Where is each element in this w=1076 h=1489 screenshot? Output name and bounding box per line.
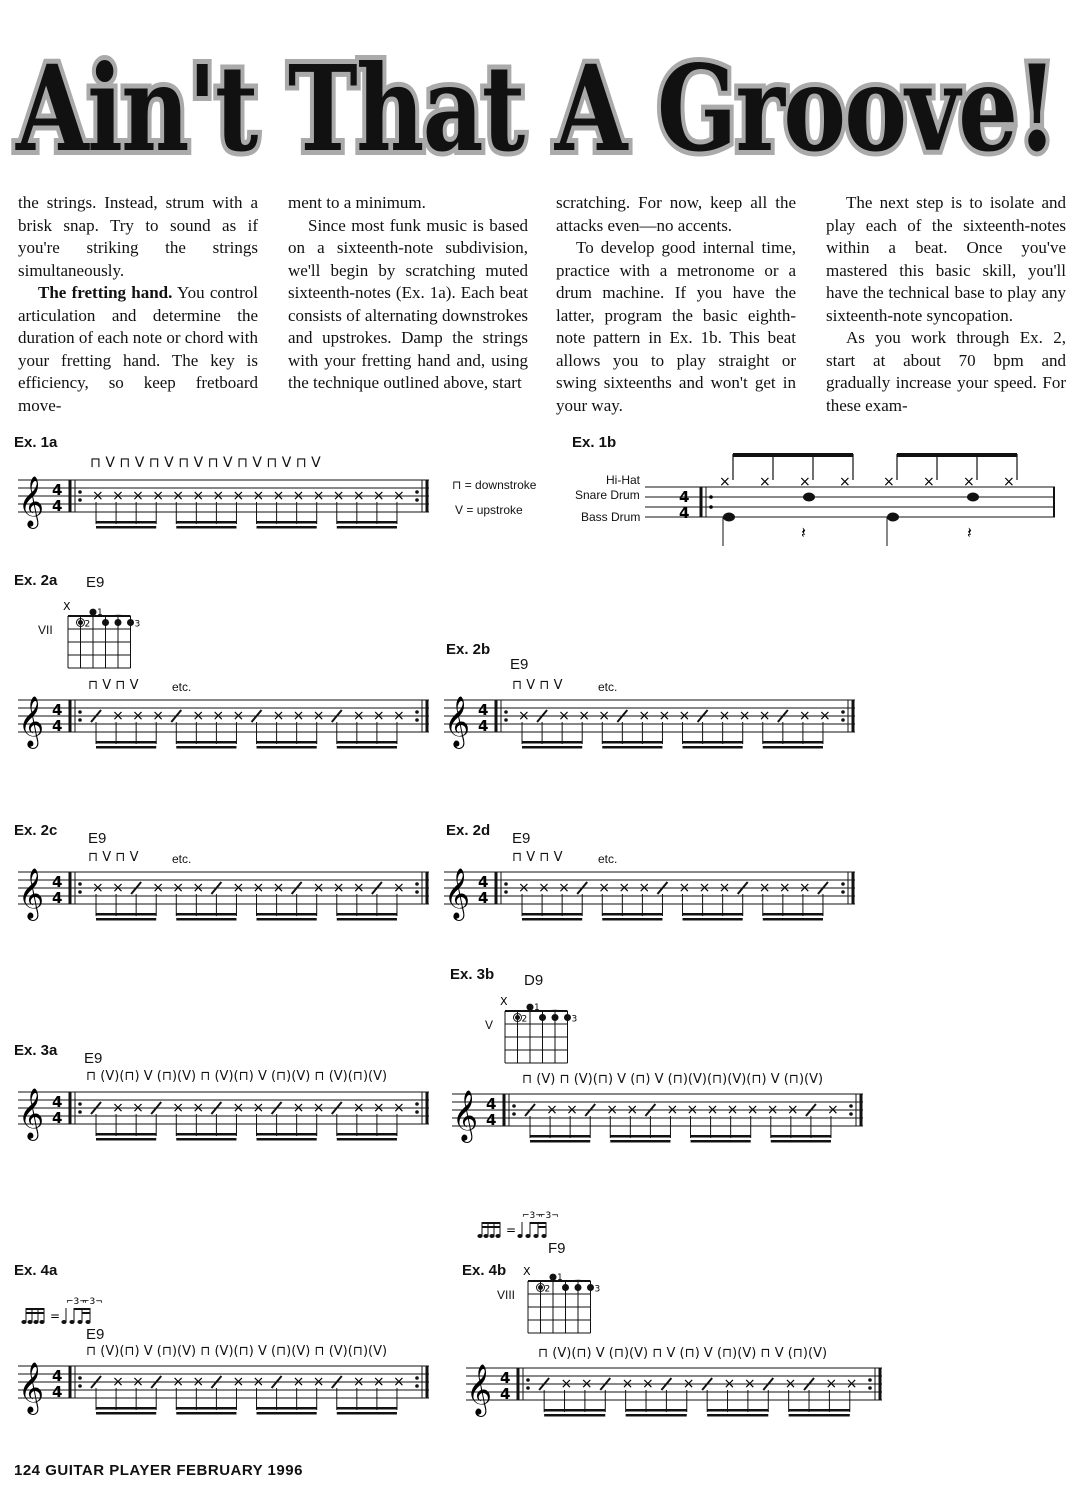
muted-note: × bbox=[352, 880, 365, 896]
svg-text:⌐3¬: ⌐3¬ bbox=[522, 1211, 543, 1221]
muted-note: × bbox=[352, 1374, 365, 1390]
svg-text:2: 2 bbox=[544, 1284, 551, 1295]
muted-note: × bbox=[621, 1376, 634, 1392]
muted-note: × bbox=[352, 708, 365, 724]
svg-text:⌐3¬: ⌐3¬ bbox=[66, 1297, 87, 1307]
etc-label: etc. bbox=[598, 680, 618, 694]
example-label: Ex. 1b bbox=[572, 434, 617, 451]
treble-clef-icon: 𝄞 bbox=[18, 1362, 45, 1413]
svg-text:𝄽: 𝄽 bbox=[967, 523, 972, 542]
muted-note: × bbox=[172, 880, 185, 896]
muted-note: × bbox=[706, 1102, 719, 1118]
muted-note: × bbox=[658, 708, 671, 724]
muted-note: × bbox=[152, 880, 164, 896]
paragraph: the strings. Instead, strum with a brisk snap. Try to sound as if you're striking the strings simultaneously. bbox=[18, 193, 258, 280]
muted-note: × bbox=[746, 1102, 759, 1118]
svg-text:4: 4 bbox=[52, 1367, 63, 1385]
stroke-marks: ⊓ V ⊓ V bbox=[512, 678, 563, 693]
muted-note: × bbox=[332, 880, 345, 896]
stroke-marks: ⊓ (V)(⊓) V (⊓)(V) ⊓ V (⊓) V (⊓)(V) ⊓ V (⊓)(V) bbox=[538, 1346, 828, 1361]
muted-note: × bbox=[192, 708, 205, 724]
example-label: Ex. 2a bbox=[14, 572, 58, 589]
muted-note: × bbox=[312, 880, 325, 896]
swing-notation bbox=[22, 1292, 122, 1328]
example-label: Ex. 4a bbox=[14, 1262, 58, 1279]
text-column-1 bbox=[18, 192, 258, 417]
staff bbox=[18, 866, 433, 926]
muted-note: × bbox=[112, 708, 124, 724]
svg-text:2: 2 bbox=[521, 1014, 528, 1025]
muted-note: × bbox=[192, 1374, 205, 1390]
svg-text:×: × bbox=[719, 474, 731, 490]
muted-note: × bbox=[638, 708, 651, 724]
paragraph: Since most funk music is based on a sixteenth-note subdivision, we'll begin by scratching muted sixteenth-notes (Ex. 1a). Each beat consists of alternating downstrokes and upstrokes. Damp the strings with your fretting hand and, using the technique outlined above, start bbox=[288, 215, 528, 392]
muted-note: × bbox=[92, 488, 104, 504]
page-title bbox=[6, 0, 1066, 190]
muted-note: × bbox=[112, 880, 124, 896]
muted-note: × bbox=[192, 1100, 205, 1116]
paragraph: scratching. For now, keep all the attacks even—no accents. bbox=[556, 193, 796, 235]
muted-note: × bbox=[312, 1374, 325, 1390]
svg-text:4: 4 bbox=[478, 889, 489, 907]
svg-text:4: 4 bbox=[478, 701, 489, 719]
drum-label: Bass Drum bbox=[581, 510, 641, 524]
muted-note: × bbox=[798, 880, 811, 896]
muted-note: × bbox=[726, 1102, 739, 1118]
paragraph: ment to a minimum. bbox=[288, 193, 426, 212]
muted-note: × bbox=[798, 708, 811, 724]
staff bbox=[18, 1360, 433, 1420]
text-column-3 bbox=[556, 192, 796, 417]
legend-upstroke: V = upstroke bbox=[455, 503, 523, 517]
muted-note: × bbox=[312, 1100, 325, 1116]
chord-diagram bbox=[60, 598, 150, 678]
svg-text:1: 1 bbox=[534, 1003, 540, 1014]
muted-note: × bbox=[292, 708, 305, 724]
muted-note: × bbox=[132, 708, 144, 724]
staff bbox=[18, 474, 433, 534]
muted-note: × bbox=[312, 708, 325, 724]
treble-clef-icon: 𝄞 bbox=[18, 1088, 45, 1139]
drum-label: Hi-Hat bbox=[606, 473, 641, 487]
muted-note: × bbox=[372, 1100, 385, 1116]
muted-note: × bbox=[618, 880, 631, 896]
svg-text:=: = bbox=[50, 1309, 61, 1323]
chord-name: E9 bbox=[86, 574, 105, 591]
muted-note: × bbox=[272, 708, 285, 724]
snare-note bbox=[803, 493, 815, 502]
muted-note: × bbox=[686, 1102, 699, 1118]
muted-note: × bbox=[332, 488, 345, 504]
paragraph-text: You control articulation and determine the duration of each note or chord with your fretting hand. The key is efficiency, so keep fretboard move- bbox=[18, 283, 258, 415]
upstroke-icon: V bbox=[455, 503, 464, 517]
svg-text:⌐3¬: ⌐3¬ bbox=[82, 1297, 103, 1307]
example-label: Ex. 2c bbox=[14, 822, 58, 839]
muted-note: × bbox=[252, 488, 265, 504]
chord-name: E9 bbox=[84, 1050, 103, 1067]
muted-note: × bbox=[252, 1100, 265, 1116]
muted-note: × bbox=[272, 488, 285, 504]
muted-note: × bbox=[558, 880, 570, 896]
example-label: Ex. 2b bbox=[446, 641, 491, 658]
muted-note: × bbox=[598, 708, 611, 724]
chord-name: F9 bbox=[548, 1240, 566, 1257]
chord-name: E9 bbox=[512, 830, 531, 847]
chord-name: E9 bbox=[88, 830, 107, 847]
muted-note: × bbox=[518, 880, 530, 896]
paragraph: As you work through Ex. 2, start at about 70 bpm and gradually increase your speed. For these exam- bbox=[826, 328, 1066, 415]
svg-text:4: 4 bbox=[478, 873, 489, 891]
muted-note: × bbox=[718, 880, 731, 896]
svg-text:3: 3 bbox=[571, 1014, 578, 1025]
treble-clef-icon: 𝄞 bbox=[452, 1090, 479, 1141]
svg-text:4: 4 bbox=[52, 1383, 63, 1401]
muted-note: × bbox=[372, 488, 385, 504]
drum-staff bbox=[645, 450, 1065, 550]
treble-clef-icon: 𝄞 bbox=[18, 696, 45, 747]
example-label: Ex. 3b bbox=[450, 966, 495, 983]
hihat-notes bbox=[719, 474, 1015, 490]
svg-text:4: 4 bbox=[486, 1111, 497, 1129]
treble-clef-icon: 𝄞 bbox=[444, 696, 471, 747]
snare-note bbox=[967, 493, 979, 502]
svg-text:4: 4 bbox=[52, 1093, 63, 1111]
svg-text:3: 3 bbox=[134, 619, 141, 630]
muted-note: × bbox=[758, 880, 771, 896]
muted-note: × bbox=[232, 880, 245, 896]
muted-note: × bbox=[112, 1374, 124, 1390]
muted-string-mark: X bbox=[523, 1265, 531, 1278]
muted-note: × bbox=[825, 1376, 838, 1392]
etc-label: etc. bbox=[172, 852, 192, 866]
muted-note: × bbox=[232, 1374, 245, 1390]
stroke-marks: ⊓ (V)(⊓) V (⊓)(V) ⊓ (V)(⊓) V (⊓)(V) ⊓ (V)(⊓)(V) bbox=[86, 1344, 388, 1359]
svg-text:4: 4 bbox=[679, 488, 690, 506]
muted-note: × bbox=[272, 880, 285, 896]
svg-text:4: 4 bbox=[52, 481, 63, 499]
muted-note: × bbox=[580, 1376, 593, 1392]
fret-position: VIII bbox=[497, 1288, 516, 1302]
example-label: Ex. 4b bbox=[462, 1262, 507, 1279]
muted-note: × bbox=[758, 708, 771, 724]
chord-diagram bbox=[520, 1263, 610, 1343]
legend-downstroke: ⊓ = downstroke bbox=[452, 478, 537, 492]
svg-text:4: 4 bbox=[52, 1109, 63, 1127]
muted-string-mark: X bbox=[500, 995, 508, 1008]
run-in-heading: The fretting hand. bbox=[38, 283, 173, 302]
muted-note: × bbox=[606, 1102, 619, 1118]
muted-note: × bbox=[566, 1102, 578, 1118]
bass-note bbox=[723, 513, 735, 522]
muted-note: × bbox=[132, 1100, 144, 1116]
svg-text:1: 1 bbox=[97, 608, 103, 619]
muted-note: × bbox=[642, 1376, 654, 1392]
muted-note: × bbox=[312, 488, 325, 504]
muted-note: × bbox=[538, 880, 550, 896]
svg-text:×: × bbox=[963, 474, 975, 490]
drum-label: Snare Drum bbox=[575, 488, 640, 502]
staff bbox=[18, 1086, 433, 1146]
muted-string-mark: X bbox=[63, 600, 71, 613]
chord-diagram bbox=[497, 993, 587, 1073]
muted-note: × bbox=[392, 1374, 405, 1390]
staff bbox=[444, 694, 859, 754]
muted-note: × bbox=[626, 1102, 639, 1118]
svg-text:4: 4 bbox=[500, 1369, 511, 1387]
muted-note: × bbox=[518, 708, 530, 724]
muted-note: × bbox=[152, 708, 164, 724]
muted-note: × bbox=[678, 880, 691, 896]
svg-text:4: 4 bbox=[500, 1385, 511, 1403]
muted-note: × bbox=[232, 1100, 245, 1116]
muted-note: × bbox=[738, 708, 751, 724]
svg-text:=: = bbox=[506, 1223, 517, 1237]
muted-note: × bbox=[112, 488, 124, 504]
svg-text:4: 4 bbox=[486, 1095, 497, 1113]
staff bbox=[466, 1362, 886, 1422]
svg-text:4: 4 bbox=[52, 701, 63, 719]
muted-note: × bbox=[392, 488, 405, 504]
muted-note: × bbox=[252, 880, 265, 896]
example-label: Ex. 1a bbox=[14, 434, 58, 451]
muted-note: × bbox=[578, 708, 590, 724]
svg-text:3: 3 bbox=[594, 1284, 601, 1295]
paragraph: The next step is to isolate and play each of the sixteenth-notes within a beat. Once you've mastered this basic skill, you'll have the technical base to play any sixteenth-note syncopation. bbox=[826, 193, 1066, 325]
staff bbox=[18, 694, 433, 754]
svg-text:4: 4 bbox=[52, 873, 63, 891]
muted-note: × bbox=[560, 1376, 573, 1392]
muted-note: × bbox=[718, 708, 731, 724]
muted-note: × bbox=[845, 1376, 858, 1392]
muted-note: × bbox=[172, 488, 185, 504]
treble-clef-icon: 𝄞 bbox=[466, 1364, 493, 1415]
stroke-marks: ⊓ V ⊓ V bbox=[512, 850, 563, 865]
stroke-marks: ⊓ (V) ⊓ (V)(⊓) V (⊓) V (⊓)(V)(⊓)(V)(⊓) V (⊓)(V) bbox=[522, 1072, 824, 1087]
muted-note: × bbox=[766, 1102, 779, 1118]
paragraph bbox=[18, 282, 258, 417]
svg-text:×: × bbox=[799, 474, 811, 490]
stroke-marks: ⊓ V ⊓ V bbox=[88, 850, 139, 865]
muted-note: × bbox=[92, 880, 104, 896]
svg-text:4: 4 bbox=[52, 889, 63, 907]
muted-note: × bbox=[152, 488, 164, 504]
svg-text:2: 2 bbox=[84, 619, 91, 630]
svg-text:×: × bbox=[923, 474, 935, 490]
muted-note: × bbox=[392, 880, 405, 896]
muted-note: × bbox=[666, 1102, 679, 1118]
staff bbox=[444, 866, 859, 926]
bass-note bbox=[887, 513, 899, 522]
muted-note: × bbox=[546, 1102, 558, 1118]
muted-note: × bbox=[132, 1374, 144, 1390]
muted-note: × bbox=[723, 1376, 736, 1392]
muted-note: × bbox=[558, 708, 570, 724]
paragraph: To develop good internal time, practice with a metronome or a drum machine. If you have the latter, program the basic eighth-note pattern in Ex. 1b. This beat allows you to play straight or swing sixteenths and won't get in your way. bbox=[556, 238, 796, 415]
chord-name: E9 bbox=[510, 656, 529, 673]
muted-note: × bbox=[392, 708, 405, 724]
downstroke-icon: ⊓ bbox=[452, 478, 462, 492]
muted-note: × bbox=[292, 1374, 305, 1390]
muted-note: × bbox=[392, 1100, 405, 1116]
muted-note: × bbox=[112, 1100, 124, 1116]
svg-text:×: × bbox=[839, 474, 851, 490]
swing-notation bbox=[478, 1206, 578, 1242]
muted-note: × bbox=[818, 708, 831, 724]
stroke-marks: ⊓ V ⊓ V ⊓ V ⊓ V ⊓ V ⊓ V ⊓ V ⊓ V bbox=[90, 455, 321, 471]
svg-text:𝄽: 𝄽 bbox=[801, 523, 806, 542]
muted-note: × bbox=[786, 1102, 799, 1118]
muted-note: × bbox=[172, 1100, 185, 1116]
muted-note: × bbox=[638, 880, 651, 896]
muted-note: × bbox=[192, 488, 205, 504]
svg-text:×: × bbox=[883, 474, 895, 490]
page-title-text: Ain't That A Groove! bbox=[15, 39, 1057, 178]
svg-text:4: 4 bbox=[52, 497, 63, 515]
example-label: Ex. 2d bbox=[446, 822, 491, 839]
muted-note: × bbox=[232, 488, 245, 504]
svg-text:4: 4 bbox=[679, 504, 690, 522]
muted-note: × bbox=[292, 1100, 305, 1116]
svg-text:×: × bbox=[759, 474, 771, 490]
muted-note: × bbox=[352, 488, 365, 504]
text-column-2 bbox=[288, 192, 528, 395]
muted-note: × bbox=[826, 1102, 839, 1118]
svg-text:4: 4 bbox=[52, 717, 63, 735]
svg-text:⌐3¬: ⌐3¬ bbox=[538, 1211, 559, 1221]
treble-clef-icon: 𝄞 bbox=[18, 476, 45, 527]
treble-clef-icon: 𝄞 bbox=[18, 868, 45, 919]
muted-note: × bbox=[352, 1100, 365, 1116]
muted-note: × bbox=[372, 1374, 385, 1390]
treble-clef-icon: 𝄞 bbox=[444, 868, 471, 919]
etc-label: etc. bbox=[598, 852, 618, 866]
svg-text:×: × bbox=[1003, 474, 1015, 490]
muted-note: × bbox=[132, 488, 144, 504]
staff bbox=[452, 1088, 867, 1148]
muted-note: × bbox=[292, 488, 305, 504]
muted-note: × bbox=[212, 708, 225, 724]
chord-name: D9 bbox=[524, 972, 544, 989]
muted-note: × bbox=[192, 880, 205, 896]
svg-text:4: 4 bbox=[478, 717, 489, 735]
example-label: Ex. 3a bbox=[14, 1042, 58, 1059]
text-column-4 bbox=[826, 192, 1066, 417]
etc-label: etc. bbox=[172, 680, 192, 694]
muted-note: × bbox=[784, 1376, 797, 1392]
muted-note: × bbox=[682, 1376, 695, 1392]
muted-note: × bbox=[232, 708, 245, 724]
muted-note: × bbox=[743, 1376, 756, 1392]
fret-position: VII bbox=[38, 623, 53, 637]
svg-text:1: 1 bbox=[557, 1273, 563, 1284]
muted-note: × bbox=[698, 880, 711, 896]
muted-note: × bbox=[598, 880, 611, 896]
fret-position: V bbox=[485, 1018, 494, 1032]
muted-note: × bbox=[212, 488, 225, 504]
stroke-marks: ⊓ V ⊓ V bbox=[88, 678, 139, 693]
chord-name: E9 bbox=[86, 1326, 105, 1343]
muted-note: × bbox=[252, 1374, 265, 1390]
page-footer: 124 GUITAR PLAYER FEBRUARY 1996 bbox=[14, 1462, 303, 1479]
muted-note: × bbox=[372, 708, 385, 724]
muted-note: × bbox=[778, 880, 791, 896]
stroke-marks: ⊓ (V)(⊓) V (⊓)(V) ⊓ (V)(⊓) V (⊓)(V) ⊓ (V)(⊓)(V) bbox=[86, 1069, 388, 1084]
muted-note: × bbox=[172, 1374, 185, 1390]
muted-note: × bbox=[678, 708, 691, 724]
